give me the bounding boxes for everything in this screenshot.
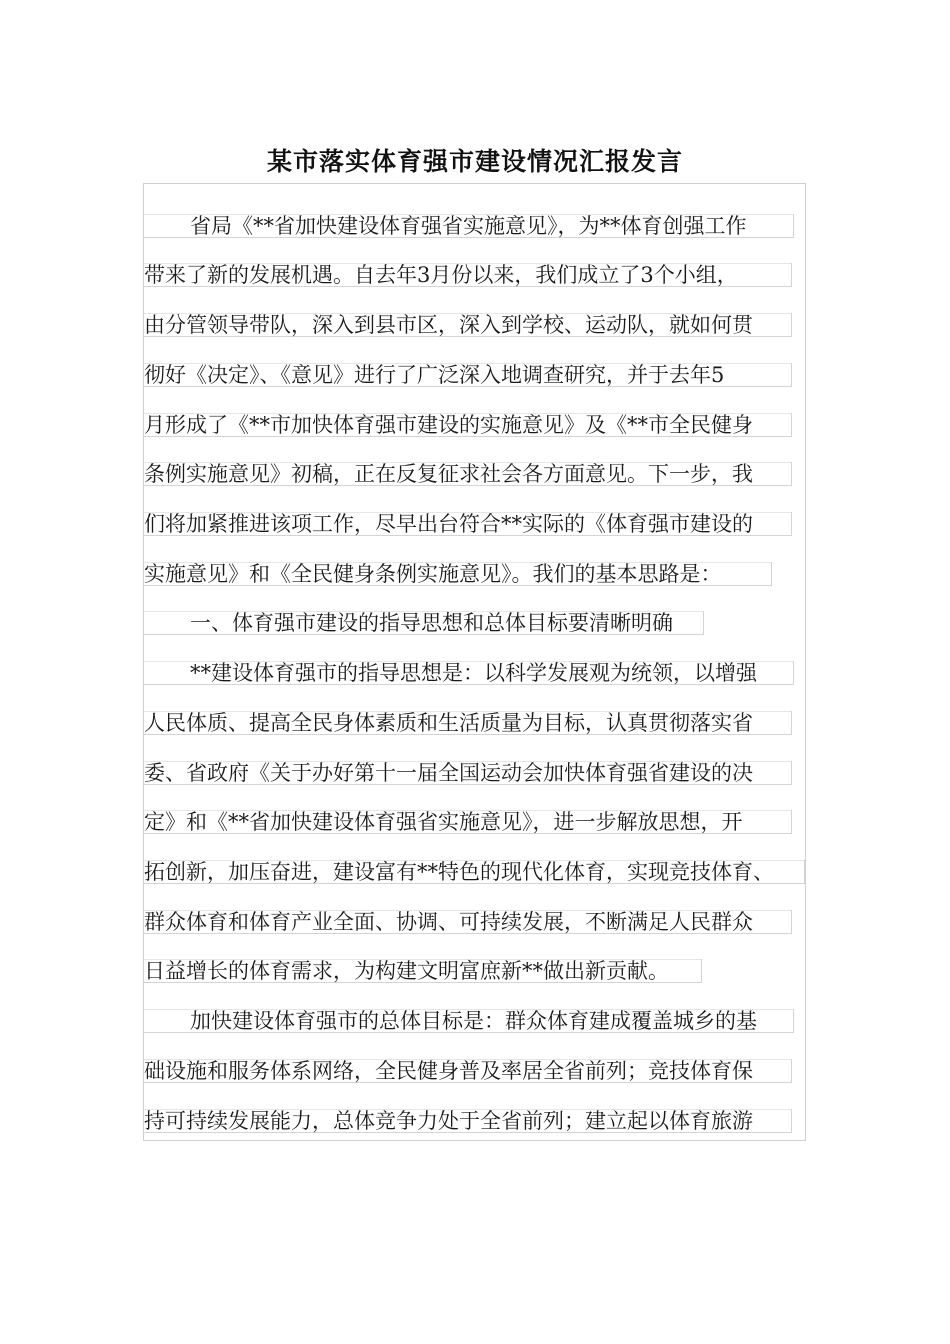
text-line: 日益增长的体育需求，为构建文明富庶新**做出新贡献。 (144, 959, 702, 983)
text-line: 实施意见》和《全民健身条例实施意见》。我们的基本思路是： (144, 562, 772, 586)
document-body (143, 183, 806, 1141)
text-line: 加快建设体育强市的总体目标是：群众体育建成覆盖城乡的基 (144, 1009, 794, 1033)
text-line: 省局《**省加快建设体育强省实施意见》，为**体育创强工作 (144, 214, 794, 238)
section-heading: 一、体育强市建设的指导思想和总体目标要清晰明确 (144, 611, 704, 635)
text-line: 带来了新的发展机遇。自去年3月份以来，我们成立了3个小组， (144, 263, 792, 287)
text-line: 拓创新，加压奋进，建设富有**特色的现代化体育，实现竞技体育、 (144, 860, 805, 884)
text-line: 定》和《**省加快建设体育强省实施意见》，进一步解放思想，开 (144, 810, 792, 834)
text-line: 础设施和服务体系网络，全民健身普及率居全省前列；竞技体育保 (144, 1059, 792, 1083)
text-line: 人民体质、提高全民身体素质和生活质量为目标，认真贯彻落实省 (144, 711, 792, 735)
text-line: 委、省政府《关于办好第十一届全国运动会加快体育强省建设的决 (144, 761, 792, 785)
text-line: 月形成了《**市加快体育强市建设的实施意见》及《**市全民健身 (144, 413, 792, 437)
text-line: 群众体育和体育产业全面、协调、可持续发展，不断满足人民群众 (144, 910, 792, 934)
document-title: 某市落实体育强市建设情况汇报发言 (266, 147, 683, 176)
text-line: 彻好《决定》、《意见》进行了广泛深入地调查研究，并于去年5 (144, 363, 792, 387)
text-line: 持可持续发展能力，总体竞争力处于全省前列；建立起以体育旅游 (144, 1109, 792, 1133)
text-line: 们将加紧推进该项工作，尽早出台符合**实际的《体育强市建设的 (144, 512, 792, 536)
text-line: **建设体育强市的指导思想是：以科学发展观为统领，以增强 (144, 661, 794, 685)
text-line: 条例实施意见》初稿，正在反复征求社会各方面意见。下一步，我 (144, 462, 792, 486)
text-line: 由分管领导带队，深入到县市区，深入到学校、运动队，就如何贯 (144, 313, 792, 337)
